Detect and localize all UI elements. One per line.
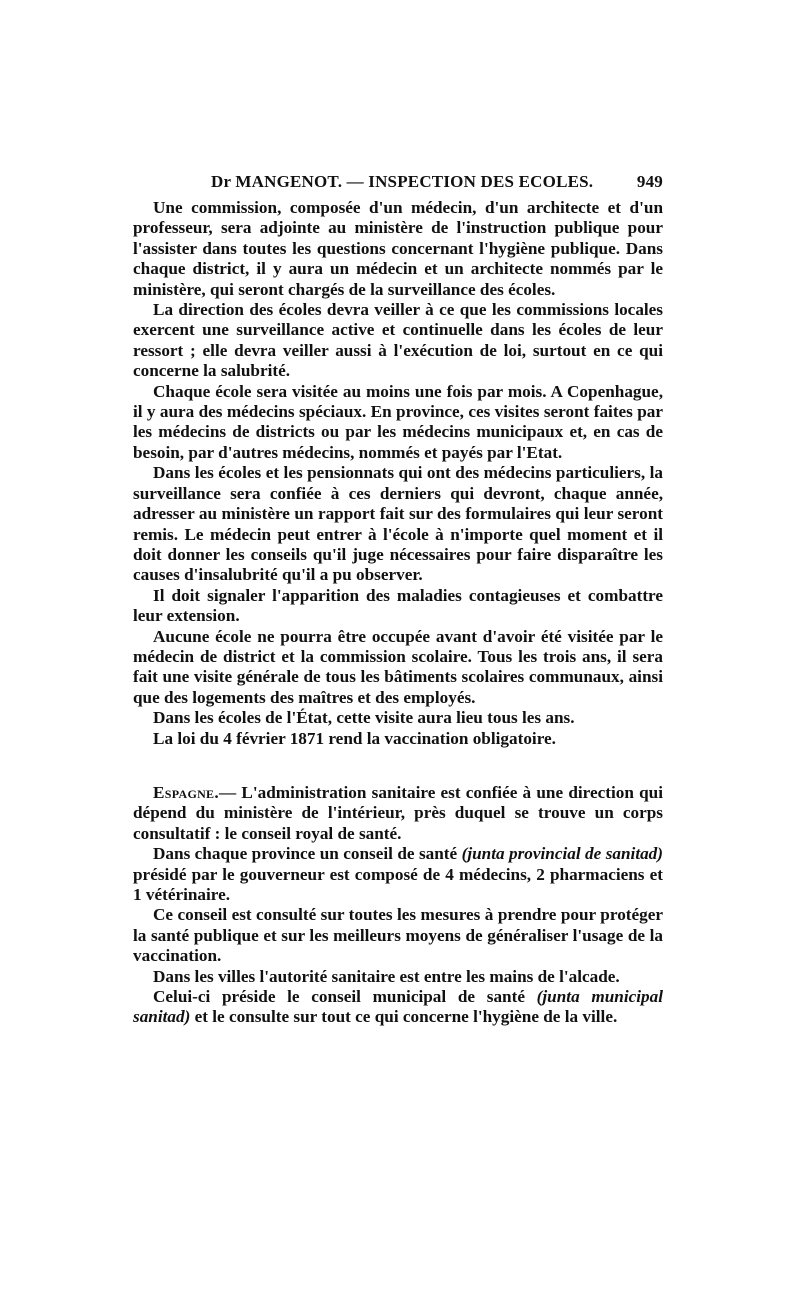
main-text bbox=[133, 198, 663, 1028]
paragraph: Dans les villes l'autorité sanitaire est entre les mains de l'alcade. bbox=[153, 966, 620, 986]
paragraph bbox=[133, 844, 663, 905]
running-header bbox=[211, 172, 663, 198]
running-title: Dr MANGENOT. — INSPECTION DES ECOLES. bbox=[211, 172, 594, 191]
paragraph: Chaque école sera visitée au moins une fois par mois. A Copenhague, il y aura des médecins spéciaux. En province, ces visites seront faites par les médecins de districts ou par les médecins municipaux et, en cas de besoin, par d'autres médecins, nommés et payés par l'Etat. bbox=[133, 381, 663, 462]
text-run: et le consulte sur tout ce qui concerne l'hygiène de la ville. bbox=[190, 1007, 618, 1027]
paragraph: Dans les écoles de l'État, cette visite aura lieu tous les ans. bbox=[153, 708, 575, 728]
paragraph bbox=[133, 987, 663, 1028]
section-gap bbox=[133, 749, 663, 783]
page-number: 949 bbox=[636, 172, 663, 191]
paragraph: La loi du 4 février 1871 rend la vaccination obligatoire. bbox=[153, 728, 556, 748]
section-intro-paragraph bbox=[133, 783, 663, 844]
text-run: Dans chaque province un conseil de santé bbox=[153, 844, 462, 864]
paragraph: Il doit signaler l'apparition des maladies contagieuses et combattre leur extension. bbox=[133, 585, 663, 626]
paragraph: Une commission, composée d'un médecin, d'un architecte et d'un professeur, sera adjointe au ministère de l'instruction publique pour l'assister dans toutes les questions concernant l'hygiène publique. Dans chaque district, il y aura un médecin et un architecte nommés par le ministère, qui seront chargés de la surveillance des écoles. bbox=[133, 198, 663, 299]
section-heading: Espagne. bbox=[153, 782, 219, 802]
paragraph: Aucune école ne pourra être occupée avant d'avoir été visitée par le médecin de district et la commission scolaire. Tous les trois ans, il sera fait une visite générale de tous les bâtiments scolaires communaux, ainsi que des logements des maîtres et des employés. bbox=[133, 626, 663, 707]
italic-term: (junta municipal sanitad) bbox=[133, 987, 663, 1027]
intro-text: — L'administration sanitaire est confiée à une direction qui dépend du ministère de l'intérieur, près duquel se trouve un corps consultatif : le conseil royal de santé. bbox=[133, 782, 663, 843]
book-page bbox=[133, 172, 663, 1028]
paragraph: Ce conseil est consulté sur toutes les mesures à prendre pour protéger la santé publique et sur les meilleurs moyens de généraliser l'usage de la vaccination. bbox=[133, 905, 663, 966]
text-run: Celui-ci préside le conseil municipal de santé bbox=[153, 987, 537, 1007]
paragraph: La direction des écoles devra veiller à ce que les commissions locales exercent une surveillance active et continuelle dans les écoles de leur ressort ; elle devra veiller aussi à l'exécution de loi, surtout en ce qui concerne la salubrité. bbox=[133, 300, 663, 381]
italic-term: (junta provincial de sanitad) bbox=[461, 844, 664, 864]
paragraph: Dans les écoles et les pensionnats qui ont des médecins particuliers, la surveillance sera confiée à ces derniers qui devront, chaque année, adresser au ministère un rapport fait sur des formulaires qui leur seront remis. Le médecin peut entrer à l'école à n'importe quel moment et il doit donner les conseils qu'il juge nécessaires pour faire disparaître les causes d'insalubrité qu'il a pu observer. bbox=[133, 463, 663, 585]
text-run: présidé par le gouverneur est composé de 4 médecins, 2 pharmaciens et 1 vétérinaire. bbox=[133, 864, 663, 904]
